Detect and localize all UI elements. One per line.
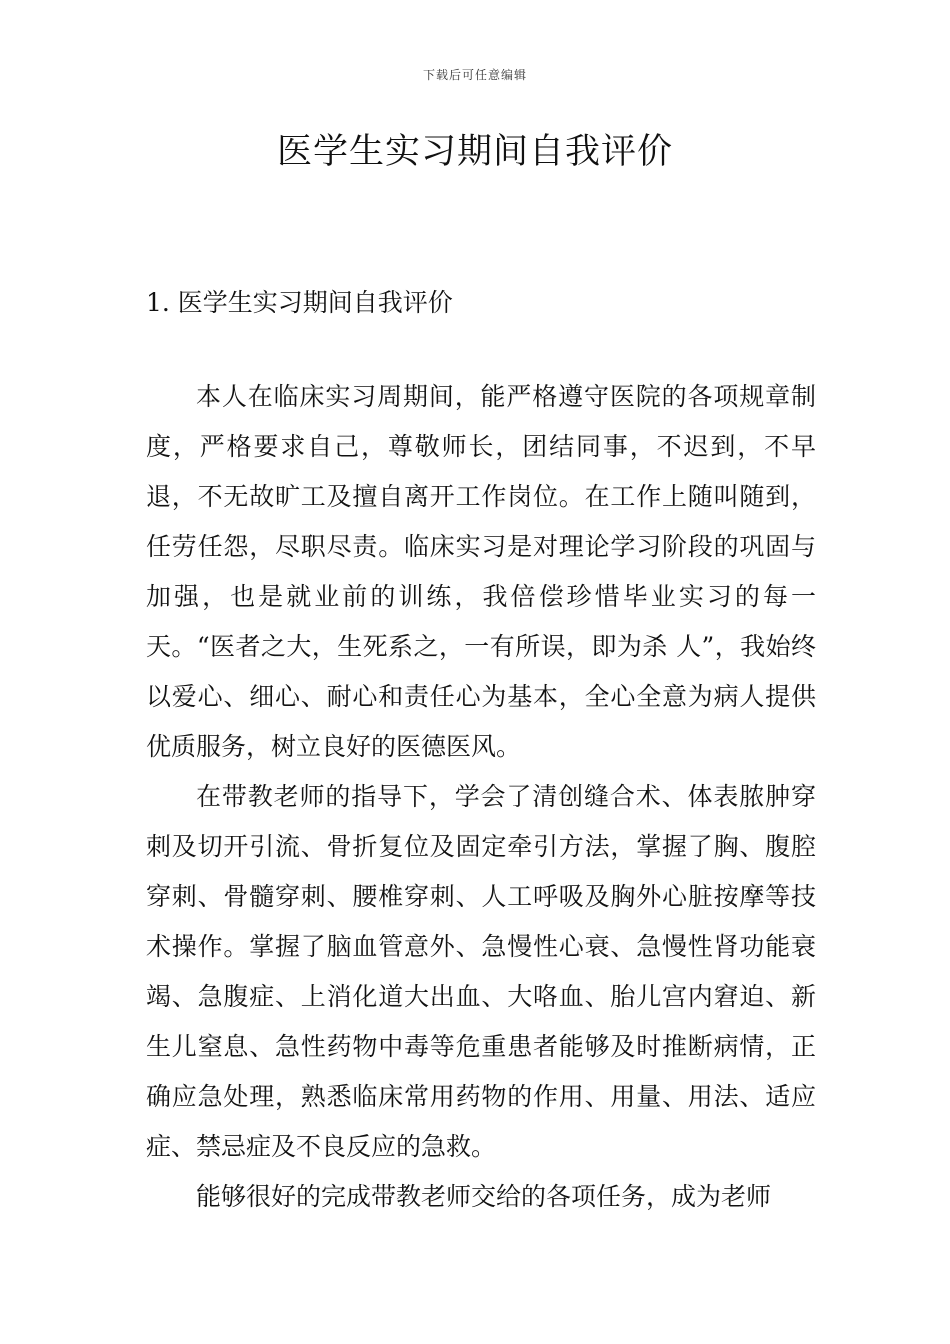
body-text xyxy=(146,372,816,1222)
paragraph-1: 本人在临床实习周期间，能严格遵守医院的各项规章制度，严格要求自己，尊敬师长，团结同事，不迟到，不早退，不无故旷工及擅自离开工作岗位。在工作上随叫随到，任劳任怨，尽职尽责。临床实习是对理论学习阶段的巩固与加强，也是就业前的训练，我倍偿珍惜毕业实习的每一天。“医者之大，生死系之，一有所误，即为杀 人”，我始终以爱心、细心、耐心和责任心为基本，全心全意为病人提供优质服务，树立良好的医德医风。 xyxy=(146,382,816,761)
paragraph-3: 能够很好的完成带教老师交给的各项任务，成为老师 xyxy=(196,1182,772,1211)
paragraph-2: 在带教老师的指导下，学会了清创缝合术、体表脓肿穿刺及切开引流、骨折复位及固定牵引方法，掌握了胸、腹腔穿刺、骨髓穿刺、腰椎穿刺、人工呼吸及胸外心脏按摩等技术操作。掌握了脑血管意外、急慢性心衰、急慢性肾功能衰竭、急腹症、上消化道大出血、大咯血、胎儿宫内窘迫、新生儿窒息、急性药物中毒等危重患者能够及时推断病情，正确应急处理，熟悉临床常用药物的作用、用量、用法、适应症、禁忌症及不良反应的急救。 xyxy=(146,782,816,1161)
section-heading: 1. 医学生实习期间自我评价 xyxy=(146,288,453,317)
header-note: 下载后可任意编辑 xyxy=(422,68,527,82)
document-title: 医学生实习期间自我评价 xyxy=(276,132,673,172)
